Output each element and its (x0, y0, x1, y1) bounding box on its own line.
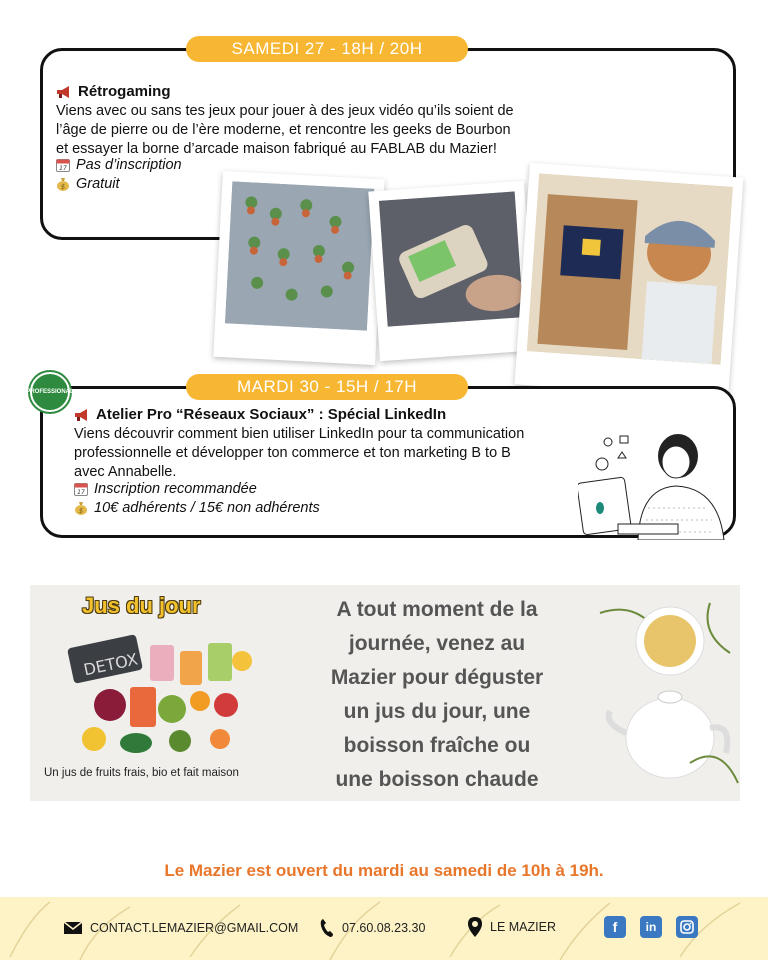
description-line: avec Annabelle. (74, 464, 177, 480)
calendar-icon (56, 158, 70, 172)
email-text: CONTACT.LEMAZIER@GMAIL.COM (90, 921, 299, 935)
registration-info (56, 157, 182, 173)
megaphone-icon (74, 409, 90, 421)
photo-handheld-console (368, 181, 535, 361)
detox-juices-image (60, 631, 260, 761)
footer (0, 897, 768, 960)
teapot-tea-image (590, 593, 740, 793)
calendar-icon (74, 482, 88, 496)
price-text: Gratuit (76, 176, 120, 192)
event-description (56, 102, 514, 159)
svg-text:$: $ (60, 183, 66, 191)
svg-text:17: 17 (59, 165, 67, 172)
banner-text-line: un jus du jour, une (343, 700, 531, 723)
footer-email[interactable] (64, 921, 298, 935)
description-line: professionnelle et développer ton commerce et ton marketing B to B (74, 445, 511, 461)
footer-phone[interactable] (320, 918, 425, 938)
banner-text-line: une boisson chaude (335, 768, 539, 791)
juice-banner-text (292, 593, 582, 797)
description-line: Viens découvrir comment bien utiliser LinkedIn pour ta communication (74, 426, 525, 442)
event-title: Atelier Pro “Réseaux Sociaux” : Spécial LinkedIn (96, 406, 447, 423)
banner-text-line: A tout moment de la (336, 598, 538, 621)
money-bag-icon (74, 501, 88, 515)
money-bag-icon (56, 177, 70, 191)
svg-text:17: 17 (77, 489, 85, 496)
juice-banner (30, 585, 740, 801)
facebook-icon[interactable]: f (604, 916, 626, 938)
banner-text-line: Mazier pour déguster (330, 666, 544, 689)
opening-hours: Le Mazier est ouvert du mardi au samedi de 10h à 19h. (164, 861, 604, 880)
handheld-image (379, 191, 523, 326)
phone-icon (320, 918, 334, 938)
linkedin-icon[interactable]: in (640, 916, 662, 938)
registration-text: Pas d’inscription (76, 157, 182, 173)
description-line: et essayer la borne d’arcade maison fabriqué au FABLAB du Mazier! (56, 141, 497, 157)
price-info (74, 500, 320, 516)
envelope-icon (64, 922, 82, 934)
woman-laptop-illustration (578, 428, 728, 540)
price-info (56, 176, 120, 192)
event-date-badge: MARDI 30 - 15H / 17H (186, 374, 468, 400)
arcade-image (527, 173, 733, 364)
instagram-icon[interactable] (676, 916, 698, 938)
megaphone-icon (56, 86, 72, 98)
professional-badge: PROFESSIONAL (30, 372, 70, 412)
detox-label: DETOX (81, 649, 140, 680)
banner-text-line: boisson fraîche ou (343, 734, 531, 757)
photo-arcade-cabinet (515, 163, 744, 399)
footer-location[interactable] (468, 917, 556, 937)
juice-caption: Un jus de fruits frais, bio et fait maison (44, 767, 239, 779)
svg-text:$: $ (78, 507, 84, 515)
figurines-image (225, 181, 374, 330)
registration-text: Inscription recommandée (94, 481, 257, 497)
location-text: LE MAZIER (490, 920, 556, 934)
description-line: Viens avec ou sans tes jeux pour jouer à des jeux vidéo qu’ils soient de (56, 103, 514, 119)
banner-text-line: journée, venez au (348, 632, 526, 655)
photo-figurines (213, 171, 385, 365)
registration-info (74, 481, 257, 497)
location-pin-icon (468, 917, 482, 937)
instagram-glyph (680, 920, 694, 934)
event-title-row (56, 83, 171, 100)
price-text: 10€ adhérents / 15€ non adhérents (94, 500, 320, 516)
event-title: Rétrogaming (78, 83, 171, 100)
event-description (74, 425, 524, 482)
event-date-badge: SAMEDI 27 - 18H / 20H (186, 36, 468, 62)
phone-text: 07.60.08.23.30 (342, 921, 426, 935)
description-line: l’âge de pierre ou de l’ère moderne, et rencontre les geeks de Bourbon (56, 122, 511, 138)
juice-title: Jus du jour (82, 593, 201, 618)
event-title-row (74, 406, 446, 423)
